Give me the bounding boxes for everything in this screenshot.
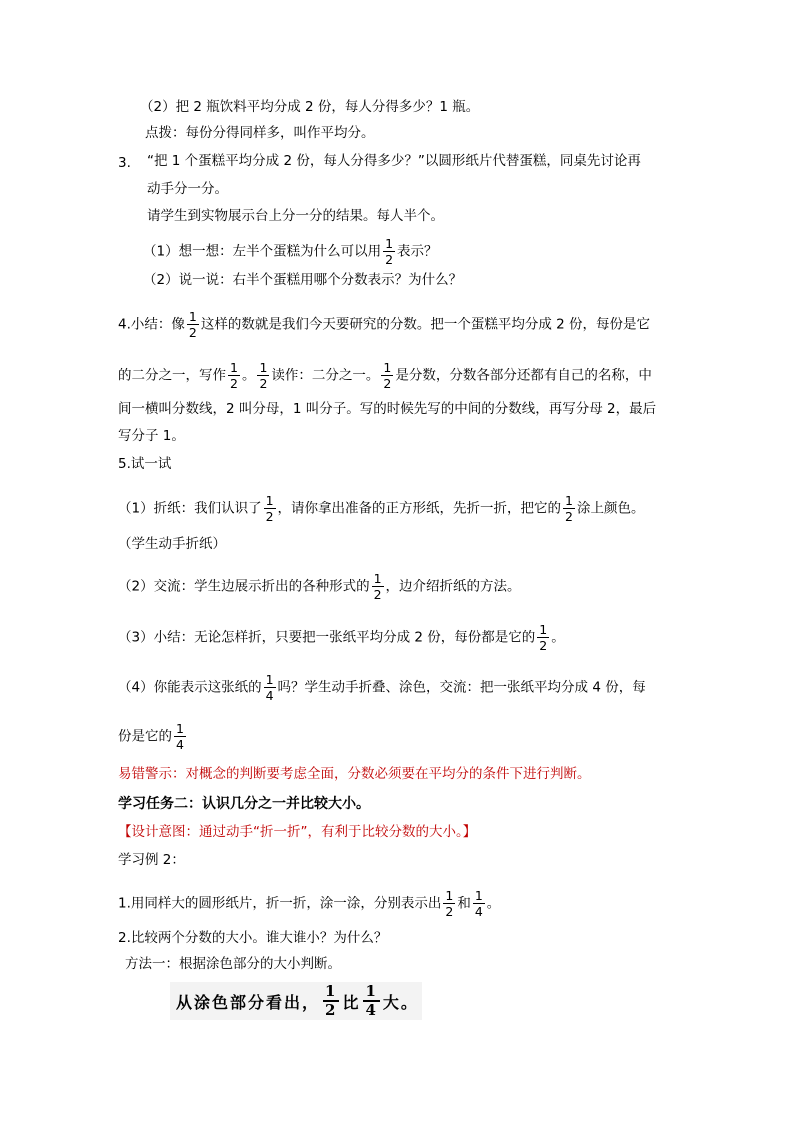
text-line: 间一横叫分数线，2 叫分母，1 叫分子。写的时候先写的中间的分数线，再写分母 2，最后 [118,401,657,417]
text-line: （1）折纸：我们认识了 $\frac{1}{2}$ ，请你拿出准备的正方形纸，先折一折，把它的 $\frac{1}{2}$ 涂上颜色。 [118,493,645,524]
text-line: （4）你能表示这张纸的 $\frac{1}{4}$ 吗？学生动手折叠、涂色，交流：把一张纸平均分成 4 份，每 [118,672,646,703]
text-line: 点拨：每份分得同样多，叫作平均分。 [145,125,375,141]
text-line: （2）说一说：右半个蛋糕用哪个分数表示？为什么？ [143,272,463,288]
text-line: “把 1 个蛋糕平均分成 2 份，每人分得多少？”以圆形纸片代替蛋糕，同桌先讨论再 [147,153,641,169]
list-number: 3. [118,155,131,171]
text-line: 份是它的 $\frac{1}{4}$ [118,721,184,752]
text-line: 写分子 1。 [118,428,185,444]
fraction-half: $\frac{1}{2}$ [230,360,238,391]
text-line: （2）把 2 瓶饮料平均分成 2 份，每人分得多少？1 瓶。 [140,99,480,115]
example-heading: 学习例 2： [118,852,185,868]
fraction-half: $\frac{1}{2}$ [445,888,454,919]
fraction-half: $\frac{1}{2}$ [259,360,268,391]
text-line: （3）小结：无论怎样折，只要把一张纸平均分成 2 份，每份都是它的 $\frac{1}{2}$ 。 [118,622,565,653]
fraction-half: $\frac{1}{2}$ [539,622,548,653]
fraction-quarter: $\frac{1}{4}$ [474,888,483,919]
fraction-quarter: $\frac{1}{4}$ [365,982,378,1019]
fraction-quarter: $\frac{1}{4}$ [265,672,274,703]
text-line: 2.比较两个分数的大小。谁大谁小？为什么？ [118,930,388,946]
text-line: 请学生到实物展示台上分一分的结果。每人半个。 [147,208,444,224]
design-intent: 【设计意图：通过动手“折一折”，有利于比较分数的大小。】 [118,824,477,840]
section-heading: 5.试一试 [118,456,172,472]
comparison-image: 从涂色部分看出， $\frac{1}{2}$ 比 $\frac{1}{4}$ 大。 [170,982,422,1020]
fraction-half: $\frac{1}{2}$ [385,236,394,267]
fraction-half: $\frac{1}{2}$ [188,309,197,340]
task-heading: 学习任务二：认识几分之一并比较大小。 [118,796,370,812]
warning-note: 易错警示：对概念的判断要考虑全面，分数必须要在平均分的条件下进行判断。 [118,766,591,782]
text-line: （学生动手折纸） [118,536,226,552]
text-line: （2）交流：学生边展示折出的各种形式的 $\frac{1}{2}$ ，边介绍折纸的方法。 [118,571,521,602]
fraction-half: $\frac{1}{2}$ [373,571,382,602]
text-line: （1）想一想：左半个蛋糕为什么可以用 $\frac{1}{2}$ 表示？ [143,236,438,267]
fraction-half: $\frac{1}{2}$ [265,493,274,524]
text-line: 4.小结：像 $\frac{1}{2}$ 这样的数就是我们今天要研究的分数。把一个蛋糕平均分成 2 份，每份是它 [118,309,651,340]
fraction-half: $\frac{1}{2}$ [325,982,338,1019]
text-line: 方法一：根据涂色部分的大小判断。 [125,956,341,972]
fraction-quarter: $\frac{1}{4}$ [176,721,184,752]
fraction-half: $\frac{1}{2}$ [565,493,573,524]
fraction-half: $\frac{1}{2}$ [383,360,392,391]
text-line: 的二分之一，写作 $\frac{1}{2}$ 。 $\frac{1}{2}$ 读作：二分之一。 $\frac{1}{2}$ 是分数，分数各部分还都有自己的名称，中 [118,360,652,391]
text-line: 动手分一分。 [147,181,228,197]
text-line: 1.用同样大的圆形纸片，折一折，涂一涂，分别表示出 $\frac{1}{2}$ 和 $\frac{1}{4}$ 。 [118,888,501,919]
